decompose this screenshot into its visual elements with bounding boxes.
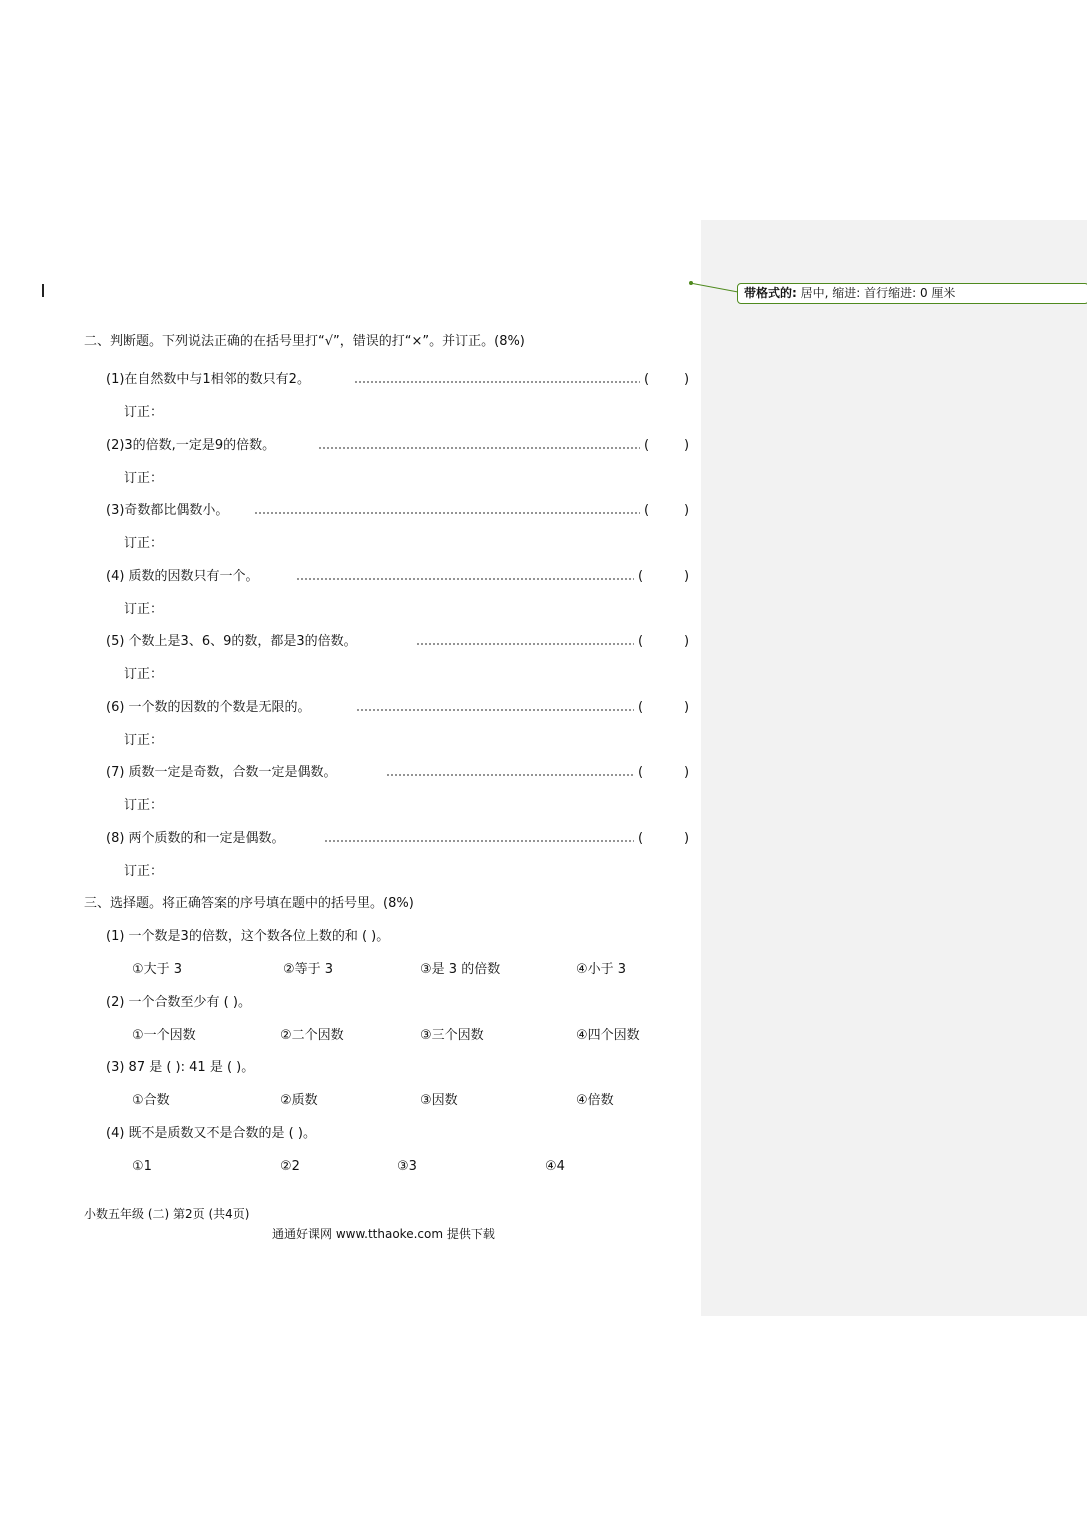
correction-label: 订正：: [124, 732, 164, 748]
page-footer-info: 小数五年级 (二) 第2页 (共4页): [84, 1207, 250, 1221]
mc-question-3: (3) 87 是 ( ): 41 是 ( )。: [106, 1060, 255, 1075]
mc-option: ③因数: [420, 1093, 458, 1108]
dotted-leader: [254, 512, 640, 514]
tf-question-1: (1)在自然数中与1相邻的数只有2。: [106, 372, 310, 387]
tf-question-4: (4) 质数的因数只有一个。: [106, 568, 259, 584]
answer-paren-close[interactable]: ): [684, 503, 690, 518]
dotted-leader: [324, 840, 634, 842]
correction-label: 订正：: [124, 798, 164, 813]
mc-option: ②等于 3: [283, 962, 334, 977]
mc-option: ①1: [132, 1158, 152, 1174]
tf-question-6: (6) 一个数的因数的个数是无限的。: [106, 699, 311, 715]
tf-question-3: (3)奇数都比偶数小。: [106, 503, 229, 518]
mc-option: ④小于 3: [576, 962, 627, 977]
dotted-leader: [296, 578, 634, 580]
mc-option: ④四个因数: [576, 1027, 640, 1043]
mc-option: ①一个因数: [132, 1027, 196, 1043]
mc-option: ②质数: [280, 1093, 318, 1108]
mc-question-1: (1) 一个数是3的倍数，这个数各位上数的和 ( )。: [106, 929, 390, 944]
correction-label: 订正：: [124, 863, 164, 879]
section-2-title: 二、判断题。下列说法正确的在括号里打“√”，错误的打“×”。并订正。(8%): [84, 334, 525, 349]
answer-paren-open[interactable]: (: [644, 437, 650, 453]
dotted-leader: [416, 643, 634, 645]
answer-paren-open[interactable]: (: [644, 503, 650, 518]
section-3-title: 三、选择题。将正确答案的序号填在题中的括号里。(8%): [84, 896, 414, 911]
mc-option: ④倍数: [576, 1093, 614, 1108]
mc-question-2: (2) 一个合数至少有 ( )。: [106, 994, 251, 1010]
mc-option: ①大于 3: [132, 962, 183, 977]
comment-text: 居中, 缩进: 首行缩进: 0 厘米: [796, 286, 956, 300]
dotted-leader: [318, 447, 640, 449]
answer-paren-close[interactable]: ): [684, 699, 690, 715]
dotted-leader: [354, 381, 640, 383]
correction-label: 订正：: [124, 536, 164, 551]
answer-paren-open[interactable]: (: [638, 765, 644, 780]
correction-label: 订正：: [124, 601, 164, 617]
comment-connector: [688, 278, 740, 298]
answer-paren-open[interactable]: (: [644, 372, 650, 387]
tf-question-7: (7) 质数一定是奇数，合数一定是偶数。: [106, 765, 337, 780]
answer-paren-open[interactable]: (: [638, 568, 644, 584]
dotted-leader: [386, 774, 634, 776]
answer-paren-close[interactable]: ): [684, 568, 690, 584]
mc-option: ③是 3 的倍数: [420, 962, 501, 977]
tf-question-5: (5) 个数上是3、6、9的数，都是3的倍数。: [106, 634, 357, 649]
mc-option: ③三个因数: [420, 1027, 484, 1043]
comment-label: 带格式的:: [744, 286, 797, 300]
mc-option: ①合数: [132, 1093, 170, 1108]
mc-option: ②二个因数: [280, 1027, 344, 1043]
answer-paren-close[interactable]: ): [684, 634, 690, 649]
answer-paren-close[interactable]: ): [684, 372, 690, 387]
answer-paren-close[interactable]: ): [684, 830, 690, 846]
answer-paren-close[interactable]: ): [684, 437, 690, 453]
page-footer-source: 通通好课网 www.tthaoke.com 提供下载: [272, 1227, 495, 1241]
mc-option: ④4: [545, 1158, 565, 1174]
markup-pane: [701, 220, 1087, 1316]
answer-paren-close[interactable]: ): [684, 765, 690, 780]
mc-question-4: (4) 既不是质数又不是合数的是 ( )。: [106, 1125, 316, 1141]
answer-paren-open[interactable]: (: [638, 830, 644, 846]
answer-paren-open[interactable]: (: [638, 634, 644, 649]
correction-label: 订正：: [124, 667, 164, 682]
tf-question-2: (2)3的倍数,一定是9的倍数。: [106, 437, 276, 453]
correction-label: 订正：: [124, 470, 164, 486]
mc-option: ③3: [397, 1158, 417, 1174]
mc-option: ②2: [280, 1158, 300, 1174]
format-comment-balloon[interactable]: [737, 283, 1087, 304]
text-cursor: [42, 284, 44, 297]
tf-question-8: (8) 两个质数的和一定是偶数。: [106, 830, 285, 846]
correction-label: 订正：: [124, 405, 164, 420]
dotted-leader: [356, 709, 634, 711]
answer-paren-open[interactable]: (: [638, 699, 644, 715]
